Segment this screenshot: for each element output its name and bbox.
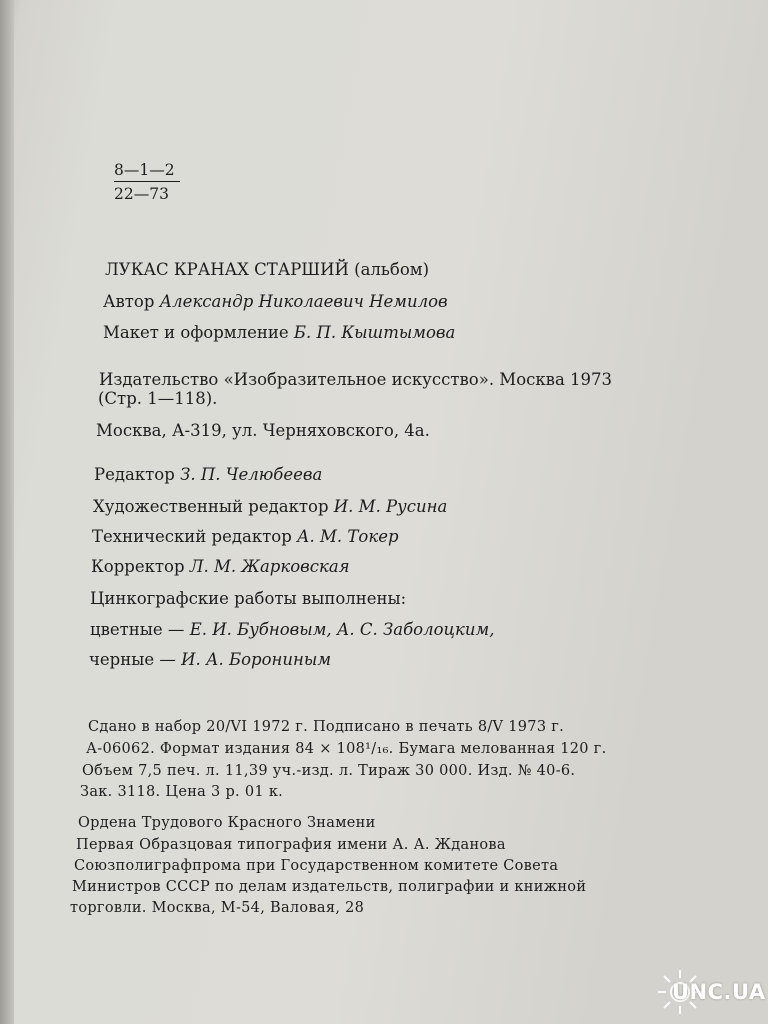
black-works-label: черные — bbox=[89, 650, 176, 669]
printer-line-5: торговли. Москва, М-54, Валовая, 28 bbox=[70, 900, 365, 916]
code-bottom: 22—73 bbox=[114, 185, 169, 203]
print-info-line-2: А-06062. Формат издания 84 × 108¹/₁₆. Бумага мелованная 120 г. bbox=[86, 741, 607, 757]
author-line bbox=[103, 292, 448, 312]
print-info-line-3: Объем 7,5 печ. л. 11,39 уч.-изд. л. Тираж 30 000. Изд. № 40-6. bbox=[82, 763, 576, 779]
art-editor-label: Художественный редактор bbox=[93, 497, 329, 516]
tech-editor-name: А. М. Токер bbox=[297, 527, 399, 546]
printer-line-4: Министров СССР по делам издательств, полиграфии и книжной bbox=[72, 879, 587, 895]
printer-line-2: Первая Образцовая типография имени А. А. Жданова bbox=[76, 837, 506, 853]
tech-editor-line bbox=[92, 527, 399, 547]
color-works-names: Е. И. Бубновым, А. С. Заболоцким, bbox=[189, 620, 495, 639]
art-editor-name: И. М. Русина bbox=[333, 497, 448, 516]
proofreader-name: Л. М. Жарковская bbox=[189, 557, 350, 576]
code-top: 8—1—2 bbox=[114, 161, 175, 179]
printer-line-3: Союзполиграфпрома при Государственном комитете Совета bbox=[74, 858, 559, 874]
printer-line-1: Ордена Трудового Красного Знамени bbox=[78, 815, 376, 831]
author-name: Александр Николаевич Немилов bbox=[159, 292, 448, 311]
color-works-line bbox=[90, 620, 494, 640]
publisher-address: Москва, А-319, ул. Черняховского, 4а. bbox=[96, 421, 430, 440]
book-spine-shadow bbox=[0, 0, 14, 1024]
publisher-line-1: Издательство «Изобразительное искусство». Москва 1973 bbox=[99, 370, 613, 389]
author-label: Автор bbox=[103, 292, 155, 311]
print-info-line-4: Зак. 3118. Цена 3 р. 01 к. bbox=[80, 784, 284, 800]
tech-editor-label: Технический редактор bbox=[92, 527, 292, 546]
print-info-line-1: Сдано в набор 20/VI 1972 г. Подписано в печать 8/V 1973 г. bbox=[88, 719, 565, 735]
publisher-line-2: (Стр. 1—118). bbox=[98, 389, 218, 408]
layout-line bbox=[103, 323, 455, 343]
color-works-label: цветные — bbox=[90, 620, 185, 639]
editor-name: З. П. Челюбеева bbox=[180, 465, 323, 484]
layout-label: Макет и оформление bbox=[103, 323, 289, 342]
editor-line bbox=[94, 465, 322, 485]
art-editor-line bbox=[93, 497, 447, 517]
book-title: ЛУКАС КРАНАХ СТАРШИЙ (альбом) bbox=[105, 260, 430, 279]
zinc-works-label: Цинкографские работы выполнены: bbox=[90, 589, 407, 608]
black-works-names: И. А. Борониным bbox=[181, 650, 332, 669]
black-works-line bbox=[89, 650, 331, 670]
watermark-text: UNC.UA bbox=[672, 980, 766, 1004]
layout-name: Б. П. Кыштымова bbox=[293, 323, 456, 342]
proofreader-label: Корректор bbox=[91, 557, 185, 576]
proofreader-line bbox=[91, 557, 350, 577]
editor-label: Редактор bbox=[94, 465, 175, 484]
code-divider bbox=[114, 181, 180, 182]
